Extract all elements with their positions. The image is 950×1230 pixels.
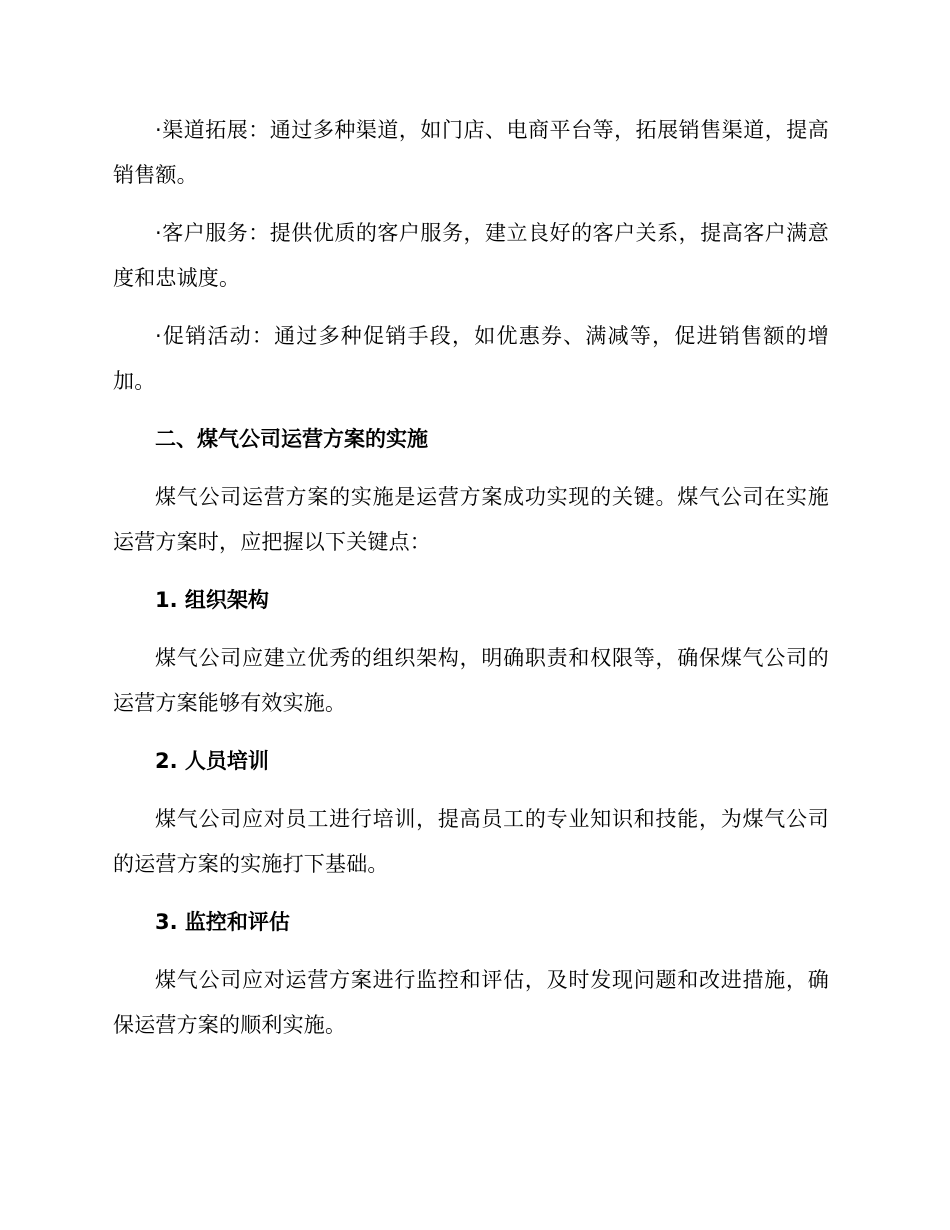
subsection-body-training: 煤气公司应对员工进行培训，提高员工的专业知识和技能，为煤气公司的运营方案的实施打下基础。 (113, 807, 829, 876)
subsection-body-monitoring: 煤气公司应对运营方案进行监控和评估，及时发现问题和改进措施，确保运营方案的顺利实施。 (113, 968, 829, 1037)
bullet-customer-service: ·客户服务：提供优质的客户服务，建立良好的客户关系，提高客户满意度和忠诚度。 (113, 221, 829, 290)
section-title: 二、煤气公司运营方案的实施 (155, 427, 428, 451)
subsection-body-organization: 煤气公司应建立优秀的组织架构，明确职责和权限等，确保煤气公司的运营方案能够有效实施。 (113, 646, 829, 715)
subsection-title-monitoring: 3. 监控和评估 (155, 910, 290, 934)
document-body (113, 108, 829, 1061)
bullet-promotion: ·促销活动：通过多种促销手段，如优惠券、满减等，促进销售额的增加。 (113, 324, 829, 393)
section-intro: 煤气公司运营方案的实施是运营方案成功实现的关键。煤气公司在实施运营方案时，应把握以下关键点： (113, 485, 829, 554)
subsection-title-organization: 1. 组织架构 (155, 588, 269, 612)
bullet-channel-expansion: ·渠道拓展：通过多种渠道，如门店、电商平台等，拓展销售渠道，提高销售额。 (113, 118, 829, 187)
subsection-title-training: 2. 人员培训 (155, 749, 269, 773)
